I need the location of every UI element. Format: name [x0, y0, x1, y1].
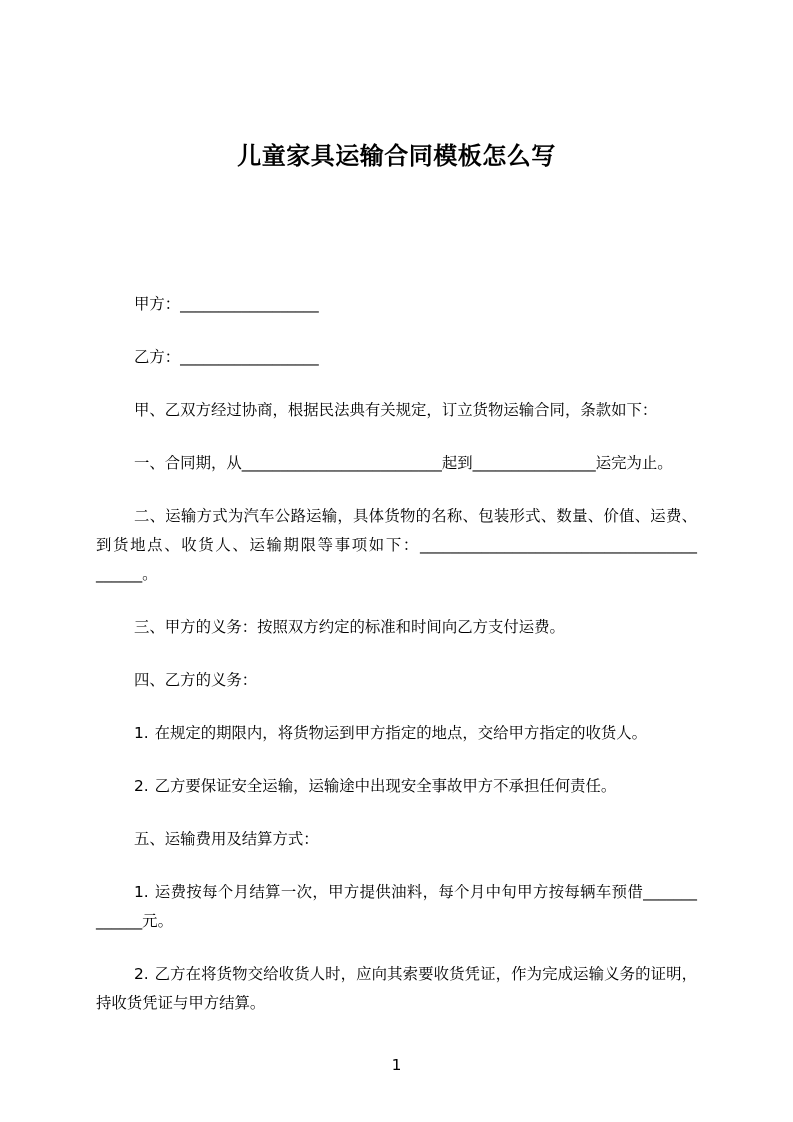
- clause-1-contract-term: 一、合同期，从__________________________起到________________运完为止。: [134, 454, 673, 472]
- clause-2-transport-mode: 二、运输方式为汽车公路运输，具体货物的名称、包装形式、数量、价值、运费、到货地点、收货人、运输期限等事项如下：____________________________________ ______。: [96, 507, 697, 583]
- clause-4-item-1-delivery: 1. 在规定的期限内，将货物运到甲方指定的地点，交给甲方指定的收货人。: [134, 724, 648, 742]
- clause-4-item-2-safety: 2. 乙方要保证安全运输，运输途中出现安全事故甲方不承担任何责任。: [134, 777, 617, 795]
- clause-5-fees-heading: 五、运输费用及结算方式：: [134, 830, 319, 848]
- clause-3-party-a-obligation: 三、甲方的义务：按照双方约定的标准和时间向乙方支付运费。: [134, 618, 565, 636]
- clause-4-party-b-obligation-heading: 四、乙方的义务：: [134, 671, 258, 689]
- clause-5-item-1-monthly-settlement: 1. 运费按每个月结算一次，甲方提供油料，每个月中旬甲方按每辆车预借_______ ______元。: [96, 883, 697, 930]
- document-title: 儿童家具运输合同模板怎么写: [237, 142, 556, 170]
- paragraph-intro: 甲、乙双方经过协商，根据民法典有关规定，订立货物运输合同，条款如下：: [134, 401, 658, 419]
- paragraph-party-a-blank: 甲方：__________________: [134, 295, 319, 313]
- page-number: 1: [391, 1056, 402, 1074]
- paragraph-party-b-blank: 乙方：__________________: [134, 348, 319, 366]
- clause-5-item-2-receipt-voucher: 2. 乙方在将货物交给收货人时，应向其索要收货凭证，作为完成运输义务的证明，持收货凭证与甲方结算。: [96, 965, 697, 1012]
